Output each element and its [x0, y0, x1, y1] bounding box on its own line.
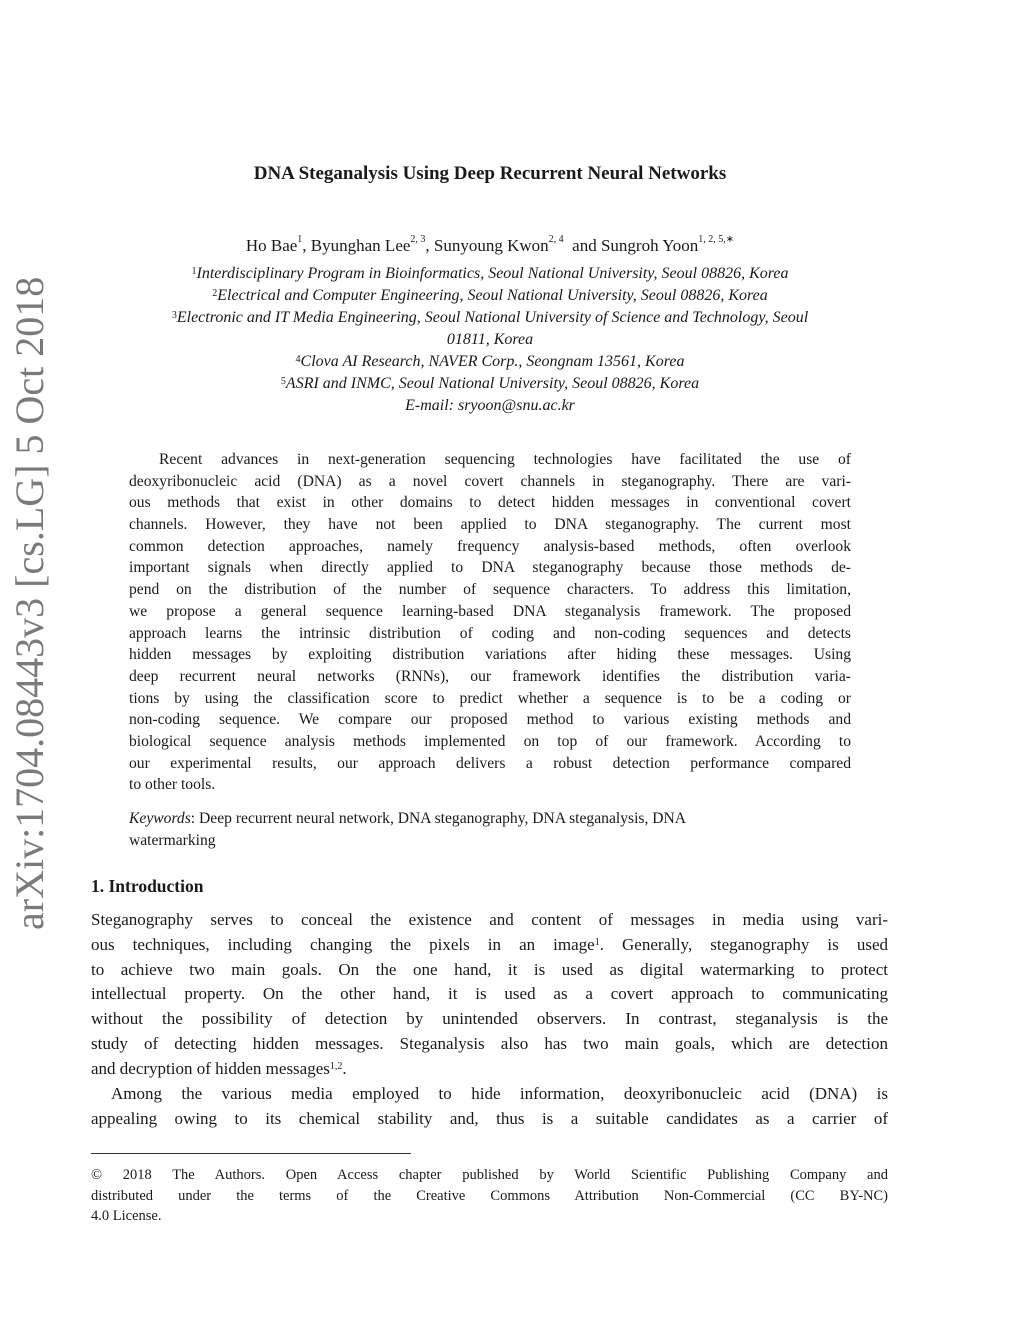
abstract-line: biological sequence analysis methods implemented on top of our framework. According to	[129, 732, 851, 750]
footnote-line: 4.0 License.	[91, 1208, 162, 1224]
body-line: intellectual property. On the other hand, it is used as a covert approach to communicating	[91, 984, 888, 1004]
author-name: Byunghan Lee	[310, 236, 411, 255]
abstract-line: we propose a general sequence learning-based DNA steganalysis framework. The proposed	[129, 602, 851, 620]
citation-marker: 1	[594, 936, 600, 948]
body-text: .	[342, 1058, 347, 1078]
arxiv-identifier: arXiv:1704.08443v3 [cs.LG] 5 Oct 2018	[7, 276, 52, 930]
body-line: Steganography serves to conceal the existence and content of messages in media using vari-	[91, 910, 888, 929]
abstract-line: channels. However, they have not been applied to DNA steganography. The current most	[129, 516, 851, 534]
abstract-line: our experimental results, our approach delivers a robust detection performance compared	[129, 754, 851, 772]
affiliation-text: 01811, Korea	[446, 331, 534, 348]
body-line: to achieve two main goals. On the one hand, it is used as digital watermarking to protect	[91, 959, 888, 979]
abstract-line: approach learns the intrinsic distribution of coding and non-coding sequences and detects	[129, 624, 851, 642]
body-line: study of detecting hidden messages. Steganalysis also has two main goals, which are detection	[91, 1033, 888, 1053]
affiliation-text: Interdisciplinary Program in Bioinformatics, Seoul National University, Seoul 08826, Korea	[196, 265, 789, 282]
author-name: Ho Bae	[245, 236, 298, 255]
affiliation-text: ASRI and INMC, Seoul National University, Seoul 08826, Korea	[285, 375, 700, 392]
affiliation-4	[90, 351, 890, 373]
footnote-divider	[91, 1153, 411, 1154]
body-text: . Generally, steganography is used	[599, 934, 888, 954]
author-list	[90, 236, 890, 256]
intro-paragraph-2	[91, 1082, 888, 1132]
abstract-line: deep recurrent neural networks (RNNs), our framework identifies the distribution varia-	[129, 667, 851, 685]
author-affiliation-marker: 2, 3	[410, 234, 426, 245]
body-text: ous techniques, including changing the pixels in an image	[91, 934, 595, 954]
intro-paragraph-1	[91, 908, 888, 1082]
section-heading: 1. Introduction	[91, 876, 204, 896]
body-text: and decryption of hidden messages	[91, 1058, 330, 1078]
body-line: appealing owing to its chemical stability and, thus is a suitable candidates as a carrier of	[91, 1108, 888, 1128]
abstract-line: pend on the distribution of the number of sequence characters. To address this limitation,	[129, 581, 851, 599]
affiliation-3	[80, 307, 900, 329]
abstract-line: common detection approaches, namely frequency analysis-based methods, often overlook	[129, 537, 851, 555]
affiliation-marker: 2	[212, 288, 218, 299]
author-affiliation-marker: 1, 2, 5,∗	[698, 234, 735, 245]
body-line	[91, 933, 888, 958]
email-text: E-mail: sryoon@snu.ac.kr	[405, 397, 575, 414]
keywords-text: : Deep recurrent neural network, DNA steganography, DNA steganalysis, DNA	[190, 810, 687, 827]
affiliation-text: Electronic and IT Media Engineering, Seoul National University of Science and Technology, Seoul	[176, 309, 809, 326]
contact-email	[90, 395, 890, 417]
author-affiliation-marker: 2, 4	[548, 234, 564, 245]
keywords-text-continued: watermarking	[129, 832, 216, 849]
keywords-label: Keywords	[129, 810, 191, 827]
body-line: Among the various media employed to hide information, deoxyribonucleic acid (DNA) is	[111, 1084, 888, 1103]
abstract-line: ous methods that exist in other domains to detect hidden messages in conventional covert	[129, 494, 851, 512]
abstract-line: to other tools.	[129, 776, 216, 794]
author-separator: ,	[425, 236, 434, 255]
paper-title: DNA Steganalysis Using Deep Recurrent Neural Networks	[253, 163, 727, 184]
author-conjunction: and	[563, 236, 601, 255]
arxiv-sidebar	[7, 276, 52, 974]
abstract-line: non-coding sequence. We compare our proposed method to various existing methods and	[129, 711, 851, 729]
footnote-line: © 2018 The Authors. Open Access chapter published by World Scientific Publishing Company and	[91, 1167, 888, 1183]
abstract-line: Recent advances in next-generation sequencing technologies have facilitated the use of	[159, 451, 851, 468]
body-line: without the possibility of detection by unintended observers. In contrast, steganalysis is the	[91, 1009, 888, 1029]
author-name: Sungroh Yoon	[600, 236, 699, 255]
author-separator: ,	[302, 236, 311, 255]
abstract-line: tions by using the classification score to predict whether a sequence is to be a coding or	[129, 689, 851, 707]
affiliation-marker: 4	[295, 354, 301, 365]
affiliation-text: Clova AI Research, NAVER Corp., Seongnam 13561, Korea	[300, 353, 685, 370]
author-name: Sunyoung Kwon	[433, 236, 549, 255]
affiliation-5	[90, 373, 890, 395]
affiliation-marker: 3	[171, 310, 177, 321]
affiliation-marker: 1	[191, 266, 197, 277]
affiliation-2	[90, 285, 890, 307]
citation-marker: 1,2	[329, 1060, 343, 1072]
copyright-footnote	[91, 1165, 888, 1227]
body-line	[91, 1057, 888, 1082]
abstract	[129, 449, 851, 796]
abstract-line: important signals when directly applied to DNA steganography because those methods de-	[129, 559, 851, 577]
abstract-line: deoxyribonucleic acid (DNA) as a novel covert channels in steganography. There are vari-	[129, 472, 851, 490]
author-affiliation-marker: 1	[297, 234, 303, 245]
affiliation-text: Electrical and Computer Engineering, Seoul National University, Seoul 08826, Korea	[217, 287, 768, 304]
keywords	[129, 808, 851, 852]
affiliation-1	[90, 263, 890, 285]
footnote-line: distributed under the terms of the Creative Commons Attribution Non-Commercial (CC BY-NC)	[91, 1187, 888, 1204]
affiliation-3-continued	[90, 329, 890, 351]
abstract-line: hidden messages by exploiting distribution variations after hiding these messages. Using	[129, 646, 851, 664]
affiliation-marker: 5	[280, 376, 286, 387]
